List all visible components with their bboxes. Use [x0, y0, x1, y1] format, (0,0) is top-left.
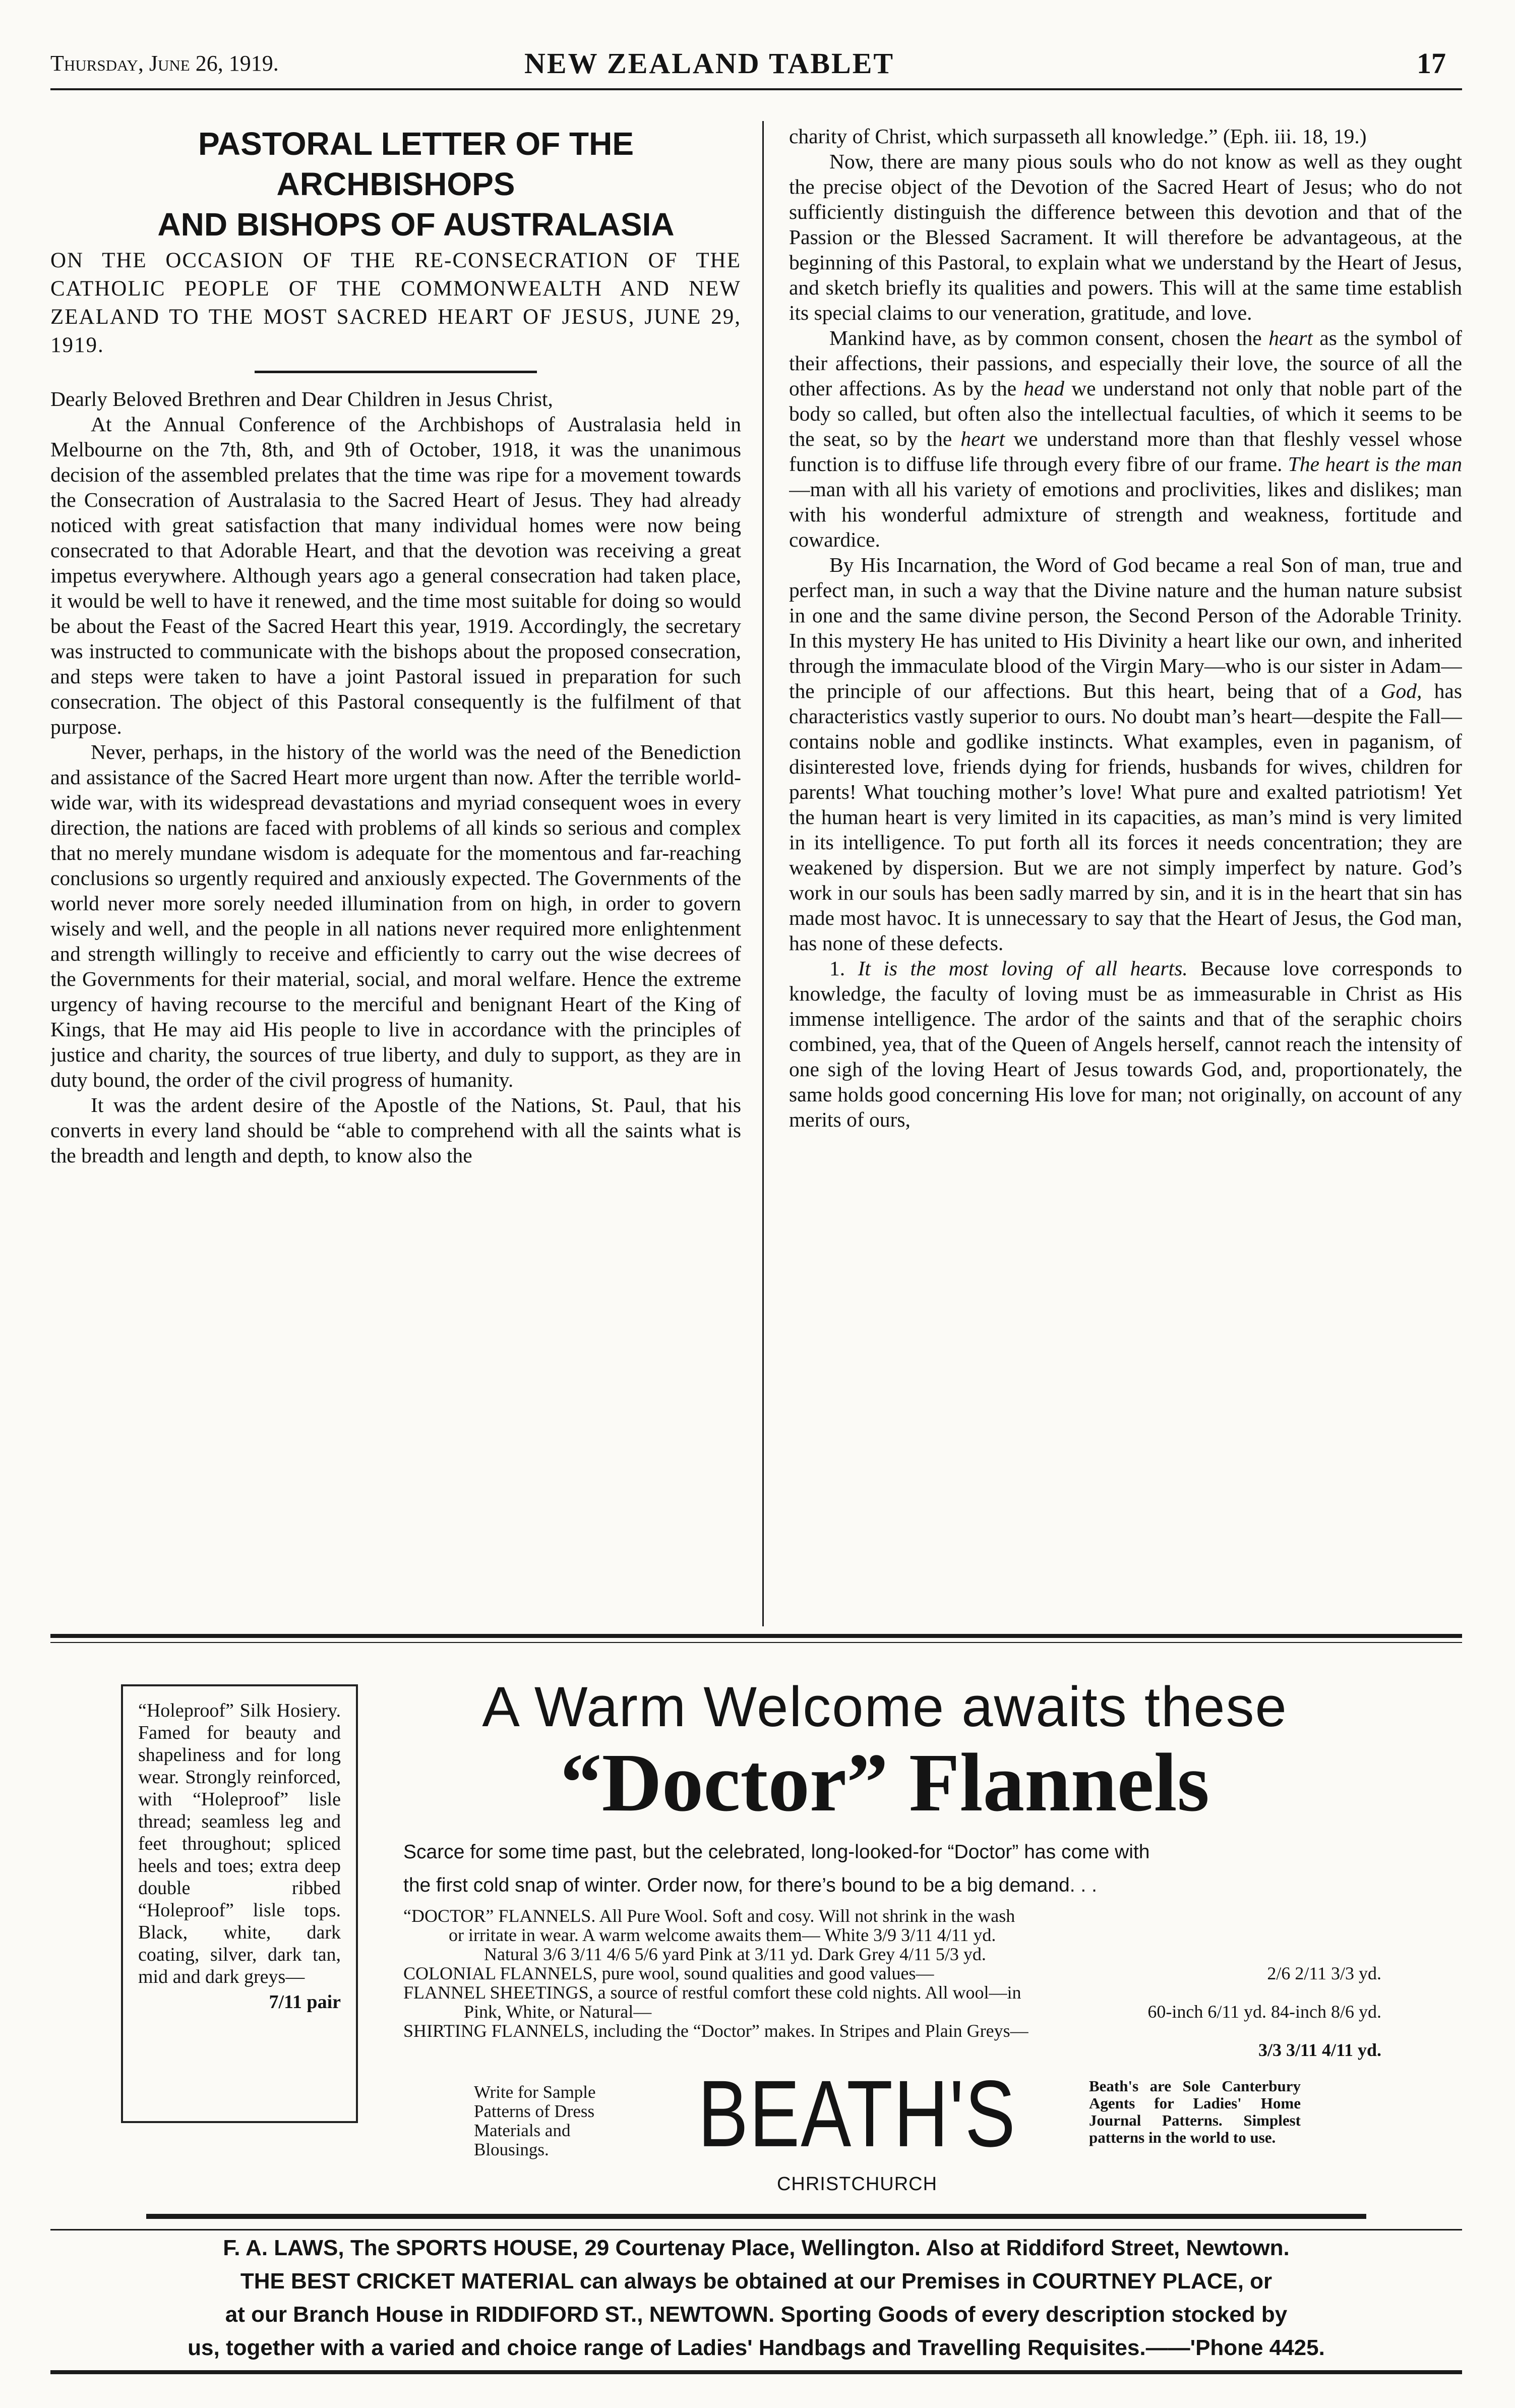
- footer-line: F. A. LAWS, The SPORTS HOUSE, 29 Courtenay Place, Wellington. Also at Riddiford Street, Newtown.: [223, 2236, 1290, 2260]
- text: By His Incarnation, the Word of God became a real Son of man, true and perfect man, in such a way that the Divine nature and the human nature subsist in one and the same divine person, the Second Person of the Adorable Trinity. In this mystery He has united to His Divinity a heart like our own, and inherited through the immaculate blood of the Virgin Mary—who is our sister in Adam—the principle of our affections. But this heart, being that of a: [789, 553, 1462, 702]
- paragraph: Now, there are many pious souls who do not know as well as they ought the precise object of the Devotion of the Sacred Heart of Jesus; who do not sufficiently distinguish the difference between this devotion and that of the Passion or the Blessed Sacrament. It will therefore be advantageous, at the beginning of this Pastoral, to explain what we understand by the Heart of Jesus, and sketch briefly its qualities and powers. This will at the same time establish its special claims to our veneration, gratitude, and love.: [789, 150, 1462, 324]
- ad-product-name: “Doctor” Flannels: [560, 1736, 1209, 1829]
- price-line-price: 60-inch 6/11 yd. 84-inch 8/6 yd.: [1147, 2002, 1381, 2022]
- footer-rule: [50, 2229, 1462, 2230]
- ad-bottom-rule: [146, 2214, 1366, 2219]
- ad-top-rule: [50, 1634, 1462, 1638]
- hosiery-box: [121, 1684, 358, 2123]
- ornament-separator: [255, 371, 537, 373]
- hosiery-price: 7/11 pair: [269, 1991, 341, 2013]
- footer-line: at our Branch House in RIDDIFORD ST., NEWTOWN. Sporting Goods of every description stocked by: [225, 2302, 1288, 2327]
- article-column-1: [50, 124, 741, 1631]
- sample-note: Write for Sample Patterns of Dress Materials and Blousings.: [474, 2082, 596, 2159]
- ad-headline: A Warm Welcome awaits these: [482, 1675, 1288, 1738]
- store-city: CHRISTCHURCH: [776, 2174, 938, 2195]
- text: we understand more than that fleshly vessel whose function is to diffuse life through every fibre of our frame.: [789, 427, 1462, 476]
- paragraph: It was the ardent desire of the Apostle of the Nations, St. Paul, that his converts in every land should be “able to comprehend with all the saints what is the breadth and length and depth, to know also the: [50, 1093, 741, 1167]
- price-line: [403, 1925, 1381, 1945]
- laws-sports-advertisement: [50, 2231, 1462, 2365]
- price-line-text: Natural 3/6 3/11 4/6 5/6 yard Pink at 3/11 yd. Dark Grey 4/11 5/3 yd.: [484, 1944, 986, 1964]
- paragraph: [789, 956, 1462, 1132]
- price-line: [403, 1906, 1381, 1925]
- price-line-text: or irritate in wear. A warm welcome awaits them— White 3/9 3/11 4/11 yd.: [449, 1925, 996, 1945]
- text: as the symbol of their affections, their passions, and especially their love, the source of all the other affections. As by the: [789, 326, 1462, 400]
- price-line: [403, 2040, 1381, 2060]
- page-bottom-rule: [50, 2370, 1462, 2374]
- text: God,: [1380, 679, 1422, 702]
- price-line-price: 2/6 2/11 3/3 yd.: [1267, 1963, 1381, 1983]
- price-line-text: COLONIAL FLANNELS, pure wool, sound qualities and good values—: [403, 1963, 934, 1983]
- ad-intro-line: Scarce for some time past, but the celebrated, long-looked-for “Doctor” has come with: [403, 1841, 1150, 1863]
- newspaper-title: NEW ZEALAND TABLET: [524, 47, 895, 80]
- text: head: [1023, 377, 1065, 400]
- price-line-text: SHIRTING FLANNELS, including the “Doctor” makes. In Stripes and Plain Greys—: [403, 2021, 1028, 2041]
- page-number: 17: [1417, 47, 1446, 80]
- text: 1.: [829, 957, 845, 980]
- price-line-text: “DOCTOR” FLANNELS. All Pure Wool. Soft and cosy. Will not shrink in the wash: [403, 1906, 1015, 1926]
- price-line-text: FLANNEL SHEETINGS, a source of restful comfort these cold nights. All wool—in: [403, 1982, 1021, 2003]
- flannel-price-list: [403, 1906, 1381, 2060]
- text: It is the most loving of all hearts.: [858, 957, 1188, 980]
- hosiery-text: “Holeproof” Silk Hosiery. Famed for beauty and shapeliness and for long wear. Strongly reinforced, with “Holeproof” lisle thread; seamless leg and feet throughout; spliced heels and toes; extra deep double ribbed “Holeproof” lisle tops. Black, white, dark coating, silver, dark tan, mid and dark greys—: [138, 1700, 341, 1987]
- article-column-2: [789, 124, 1462, 1631]
- paragraph: [789, 552, 1462, 956]
- article-headline-1: PASTORAL LETTER OF THE ARCHBISHOPS: [198, 126, 634, 202]
- column-divider: [762, 121, 764, 1626]
- text: The heart is the man: [1288, 452, 1462, 476]
- ad-intro: [403, 1836, 1391, 1902]
- footer-line: THE BEST CRICKET MATERIAL can always be obtained at our Premises in COURTNEY PLACE, or: [240, 2269, 1272, 2294]
- issue-date: Thursday, June 26, 1919.: [50, 51, 279, 76]
- paragraph: charity of Christ, which surpasseth all knowledge.” (Eph. iii. 18, 19.): [789, 125, 1367, 148]
- price-line: [403, 2021, 1381, 2040]
- paragraph: Never, perhaps, in the history of the world was the need of the Benediction and assistance of the Sacred Heart more urgent than now. After the terrible world-wide war, with its widespread devastations and myriad consequent woes in every direction, the nations are faced with problems of all kinds so serious and complex that no merely mundane wisdom is adequate for the momentous and far-reaching conclusions so urgently required and anxiously expected. The Governments of the world never more sorely needed illumination from on high, in order to govern wisely and well, and the people in all nations never required more enlightenment and strength willingly to receive and efficiently to carry out the wise decrees of the Governments for their material, social, and moral welfare. Hence the extreme urgency of having recourse to the merciful and benignant Heart of the King of Kings, that He may aid His people to live in accordance with the principles of justice and charity, the sources of true liberty, and duly to support, as they are in duty bound, the order of the civil progress of humanity.: [50, 740, 741, 1091]
- header-rule: [50, 88, 1462, 90]
- text: Mankind have, as by common consent, chosen the: [829, 326, 1262, 349]
- text: —man with all his variety of emotions and proclivities, likes and dislikes; man with his wonderful admixture of strength and weakness, fortitude and cowardice.: [789, 478, 1462, 551]
- text: Because love corresponds to knowledge, the faculty of loving must be as immeasurable in Christ as His immense intelligence. The ardor of the saints and that of the seraphic choirs combined, yea, that of the Queen of Angels herself, cannot reach the intensity of one sigh of the loving Heart of Jesus towards God, and, proportionately, the same holds good concerning His love for man; not originally, on account of any merits of ours,: [789, 957, 1462, 1131]
- paragraph: [789, 325, 1462, 552]
- price-line-price: 3/3 3/11 4/11 yd.: [1258, 2040, 1381, 2060]
- store-name: BEATH'S: [698, 2060, 1016, 2166]
- agents-note: Beath's are Sole Canterbury Agents for Ladies' Home Journal Patterns. Simplest patterns in the world to use.: [1089, 2077, 1301, 2146]
- ad-intro-line: the first cold snap of winter. Order now, for there’s bound to be a big demand. . .: [403, 1874, 1097, 1896]
- price-line-text: Pink, White, or Natural—: [464, 2002, 652, 2022]
- article-headline-2: AND BISHOPS OF AUSTRALASIA: [157, 206, 675, 243]
- salutation: Dearly Beloved Brethren and Dear Children in Jesus Christ,: [50, 387, 553, 410]
- text: heart: [960, 427, 1005, 450]
- price-line: [403, 2002, 1381, 2021]
- price-line: [403, 1983, 1381, 2002]
- text: we understand not only that noble part of the body so called, but often also the intellectual faculties, of which it seems to be the seat, so by the: [789, 377, 1462, 450]
- price-line: [403, 1945, 1381, 1964]
- article-subhead: ON THE OCCASION OF THE RE-CONSECRATION OF THE CATHOLIC PEOPLE OF THE COMMONWEALTH AND NEW ZEALAND TO THE MOST SACRED HEART OF JESUS, JUNE 29, 1919.: [50, 249, 741, 357]
- paragraph: At the Annual Conference of the Archbishops of Australasia held in Melbourne on the 7th, 8th, and 9th of October, 1918, it was the unanimous decision of the assembled prelates that the time was ripe for a movement towards the Consecration of Australasia to the Sacred Heart of Jesus. They had already noticed with great satisfaction that many individual homes were now being consecrated to that Adorable Heart, and that the devotion was receiving a great impetus everywhere. Although years ago a general consecration had taken place, it would be well to have it renewed, and the time most suitable for doing so would be about the Feast of the Sacred Heart this year, 1919. Accordingly, the secretary was instructed to communicate with the bishops about the proposed consecration, and steps were taken to have a joint Pastoral issued in preparation for such consecration. The object of this Pastoral consequently is the fulfilment of that purpose.: [50, 413, 741, 738]
- text: has characteristics vastly superior to ours. No doubt man’s heart—despite the Fall—contains noble and godlike instincts. What examples, even in paganism, of disinterested love, friends dying for friends, husbands for wives, children for parents! What touching mother’s love! What pure and exalted patriotism! Yet the human heart is very limited in its capacities, as man’s mind is very limited in its intelligence. To put forth all its forces it needs concentration; they are weakened by dispersion. But we are not simply imperfect by nature. God’s work in our souls has been sadly marred by sin, and it is in the heart that sin has made most havoc. It is unnecessary to say that the Heart of Jesus, the God man, has none of these defects.: [789, 679, 1462, 955]
- ad-top-rule-thin: [50, 1642, 1462, 1643]
- text: heart: [1268, 326, 1313, 349]
- beaths-advertisement: [121, 1664, 1391, 2214]
- footer-line: us, together with a varied and choice range of Ladies' Handbags and Travelling Requisites.——'Phone 4425.: [188, 2335, 1325, 2360]
- price-line: [403, 1964, 1381, 1983]
